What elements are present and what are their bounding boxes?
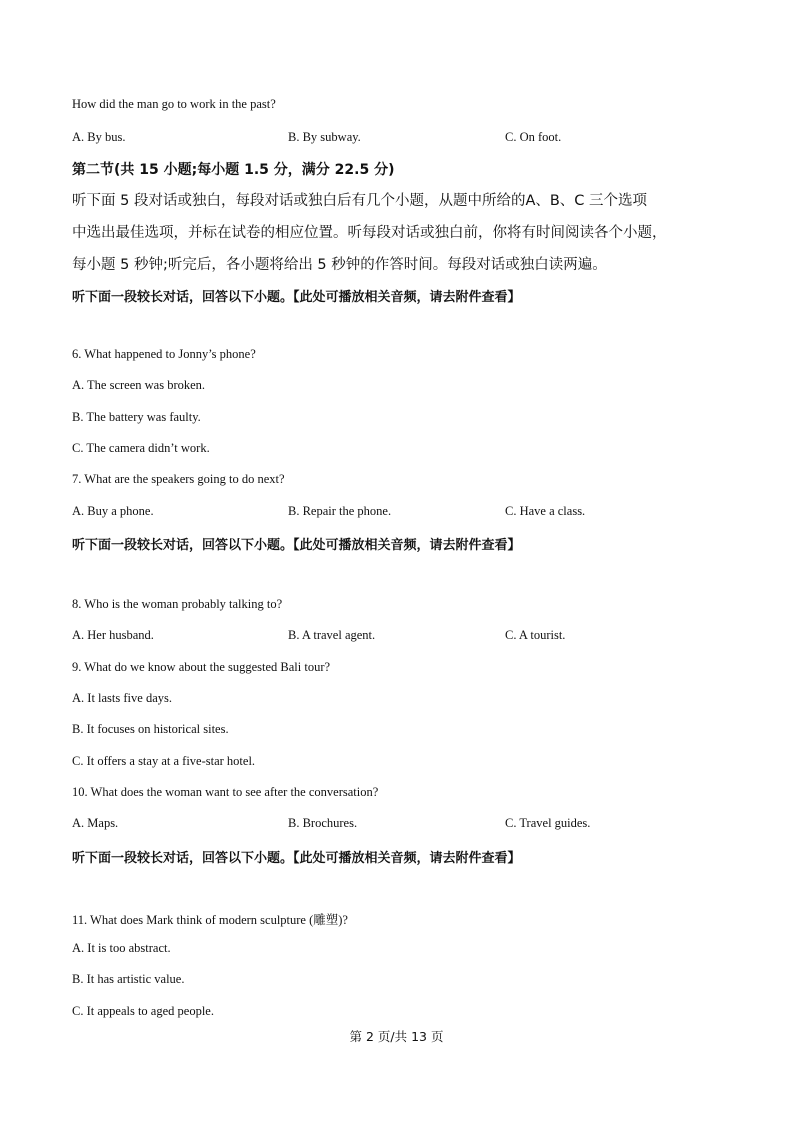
q7-option-c: C. Have a class. <box>505 504 586 518</box>
q6-option-b: B. The battery was faulty. <box>72 410 201 424</box>
q9-option-a: A. It lasts five days. <box>72 691 172 705</box>
audio-note: 听下面一段较长对话，回答以下小题。【此处可播放相关音频，请去附件查看】 <box>72 851 521 866</box>
page-number: 第 2 页/共 13 页 <box>349 1029 444 1044</box>
question-8-stem: 8. Who is the woman probably talking to? <box>72 597 283 611</box>
q8-option-b: B. A travel agent. <box>288 628 376 642</box>
question-5-stem: How did the man go to work in the past? <box>72 97 276 111</box>
q11-option-c: C. It appeals to aged people. <box>72 1004 214 1018</box>
q7-option-b: B. Repair the phone. <box>288 504 392 518</box>
q6-option-c: C. The camera didn’t work. <box>72 441 210 455</box>
question-11-stem: 11. What does Mark think of modern sculpture (雕塑)? <box>72 913 348 927</box>
q6-option-a: A. The screen was broken. <box>72 378 206 392</box>
q11-option-a: A. It is too abstract. <box>72 941 171 955</box>
audio-note: 听下面一段较长对话，回答以下小题。【此处可播放相关音频，请去附件查看】 <box>72 538 521 553</box>
q10-option-b: B. Brochures. <box>288 816 358 830</box>
q5-option-a: A. By bus. <box>72 130 126 144</box>
audio-note: 听下面一段较长对话，回答以下小题。【此处可播放相关音频，请去附件查看】 <box>72 290 521 305</box>
section-2-instruction-1: 听下面 5 段对话或独白，每段对话或独白后有几个小题，从题中所给的A、B、C 三个选项 <box>72 193 648 209</box>
section-2-title: 第二节(共 15 小题;每小题 1.5 分，满分 22.5 分) <box>72 162 395 178</box>
question-7-stem: 7. What are the speakers going to do next? <box>72 472 285 486</box>
q10-option-c: C. Travel guides. <box>505 816 591 830</box>
q8-option-c: C. A tourist. <box>505 628 566 642</box>
question-9-stem: 9. What do we know about the suggested Bali tour? <box>72 660 331 674</box>
q9-option-c: C. It offers a stay at a five-star hotel. <box>72 754 256 768</box>
section-2-instruction-2: 中选出最佳选项，并标在试卷的相应位置。听每段对话或独白前，你将有时间阅读各个小题， <box>72 225 667 241</box>
question-6-stem: 6. What happened to Jonny’s phone? <box>72 347 256 361</box>
question-10-stem: 10. What does the woman want to see after the conversation? <box>72 785 379 799</box>
q11-option-b: B. It has artistic value. <box>72 972 185 986</box>
q9-option-b: B. It focuses on historical sites. <box>72 722 229 736</box>
section-2-instruction-3: 每小题 5 秒钟;听完后，各小题将给出 5 秒钟的作答时间。每段对话或独白读两遍。 <box>72 257 607 273</box>
q5-option-b: B. By subway. <box>288 130 361 144</box>
q8-option-a: A. Her husband. <box>72 628 154 642</box>
q5-option-c: C. On foot. <box>505 130 562 144</box>
q10-option-a: A. Maps. <box>72 816 119 830</box>
q7-option-a: A. Buy a phone. <box>72 504 154 518</box>
